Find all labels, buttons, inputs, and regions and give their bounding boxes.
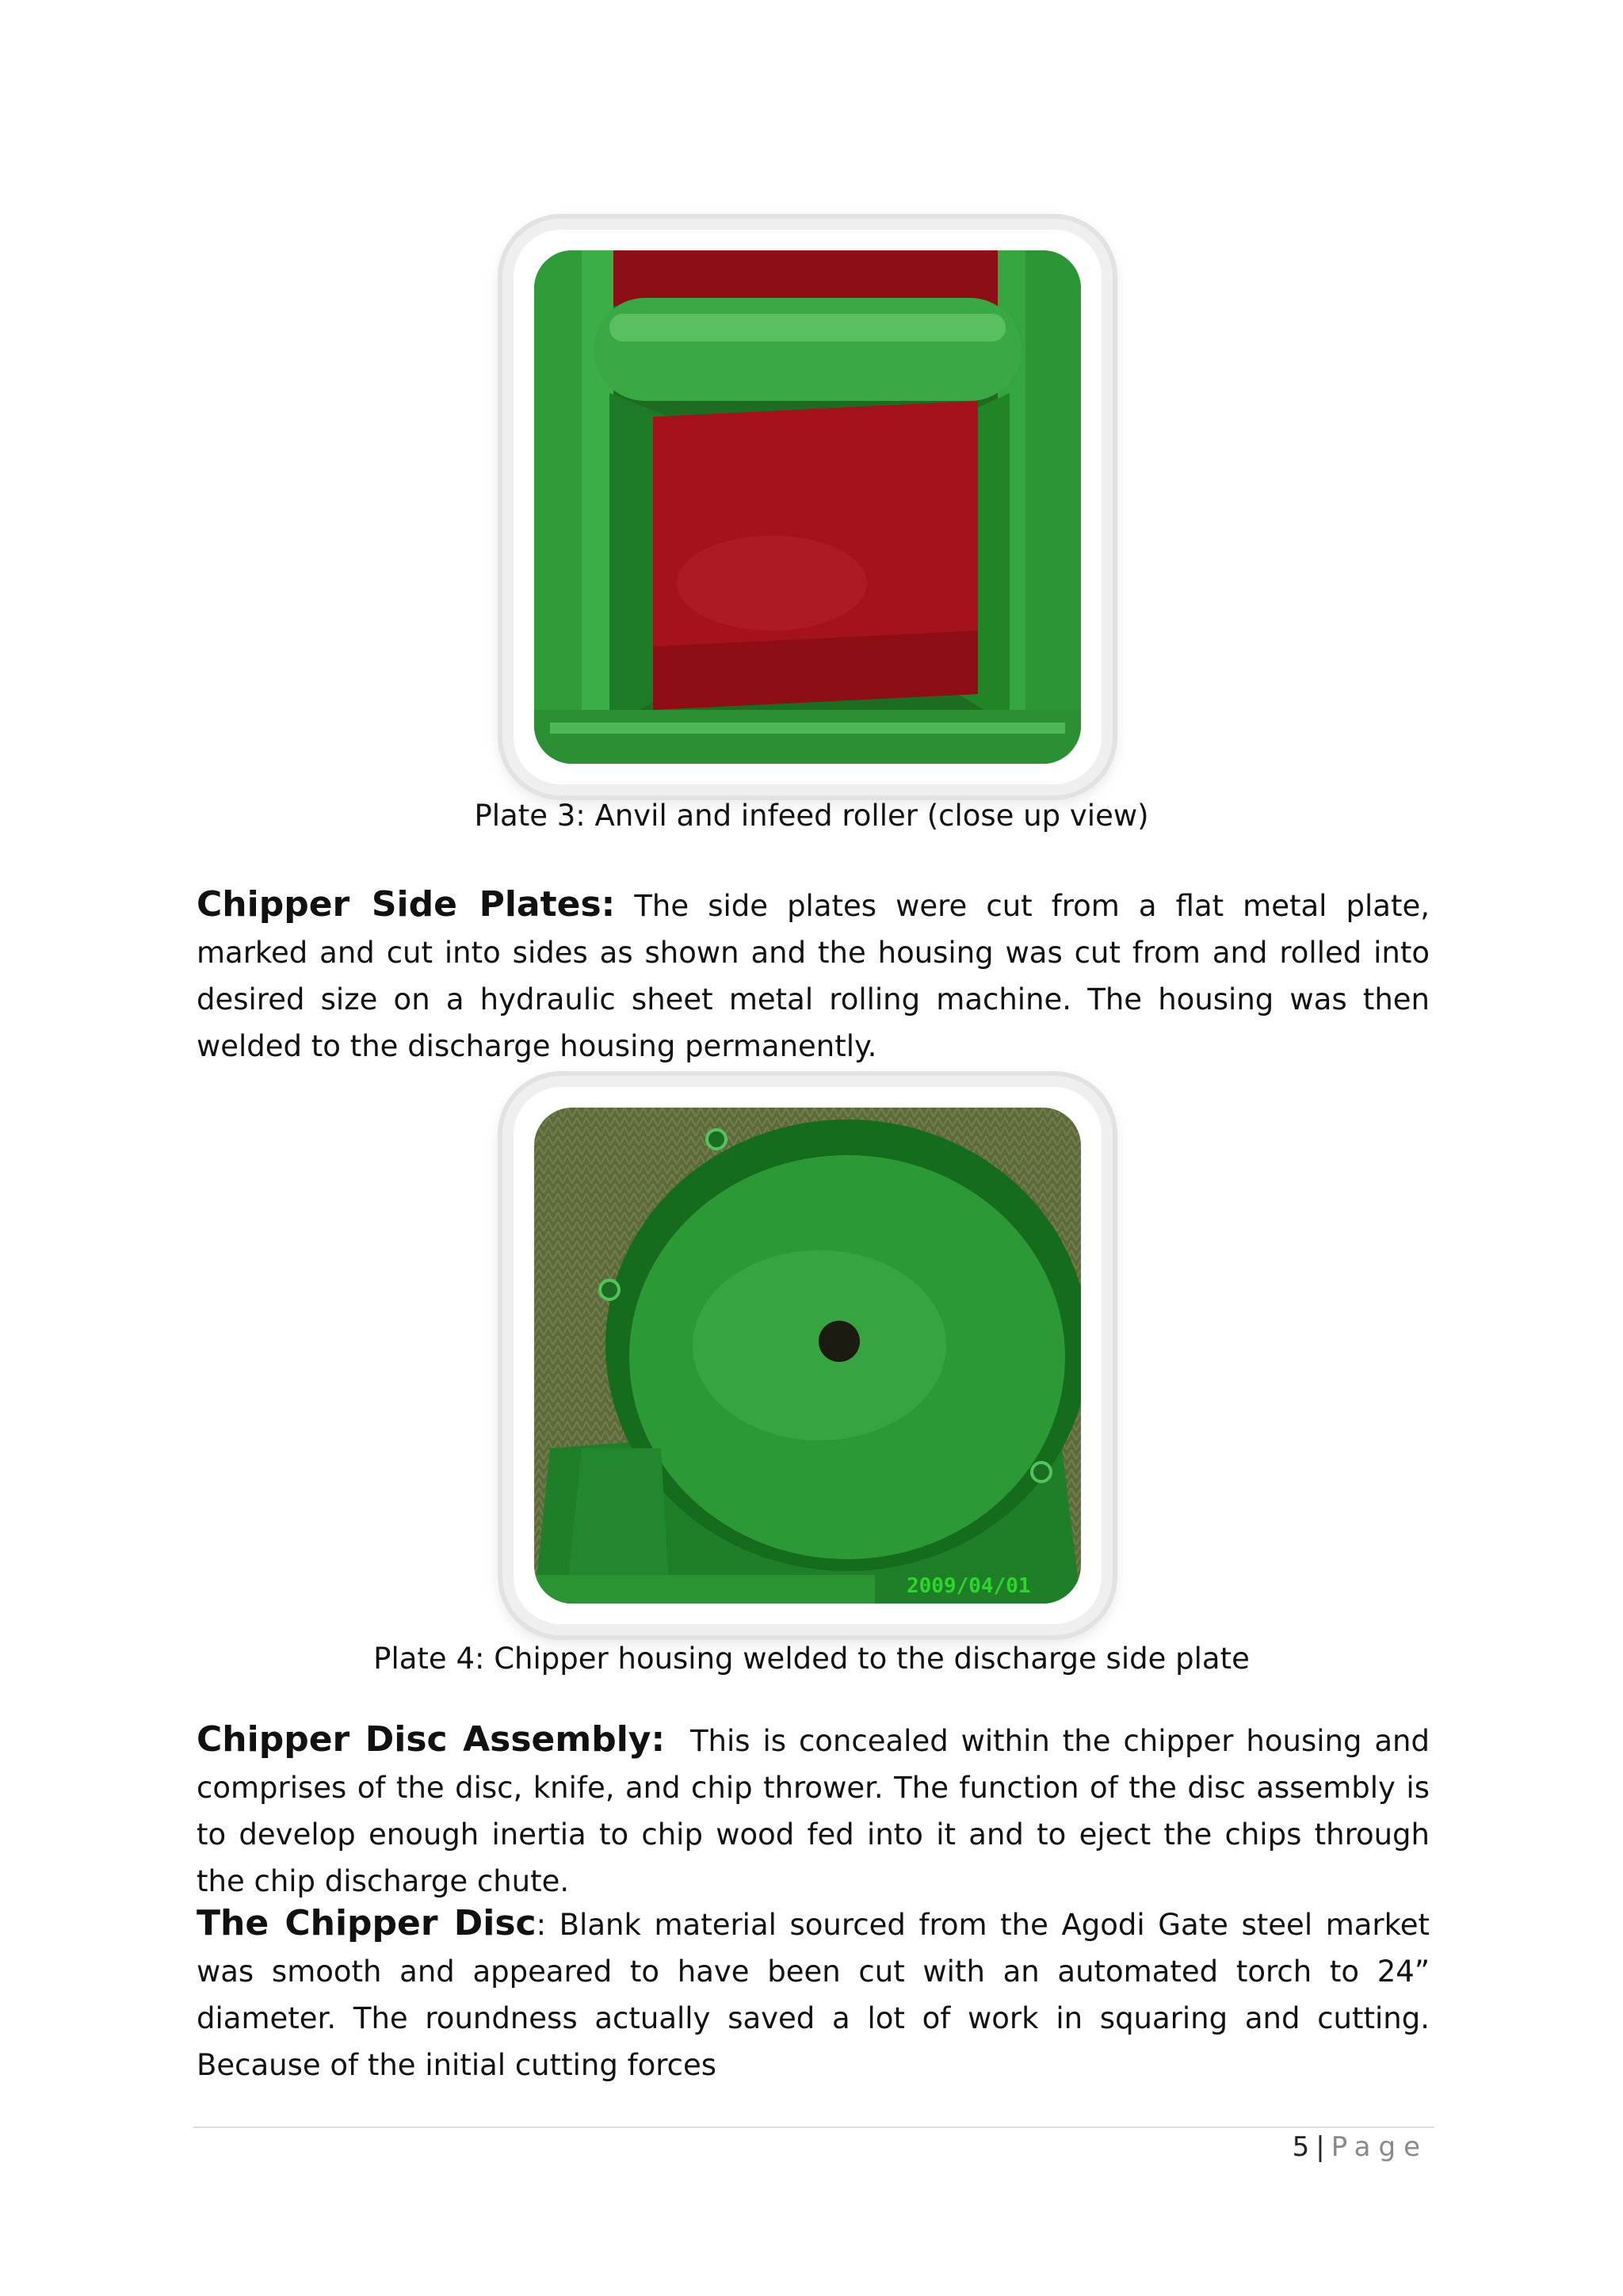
plate-4-caption: Plate 4: Chipper housing welded to the discharge side plate: [373, 1642, 1250, 1676]
page-label: Page: [1331, 2131, 1428, 2163]
plate-3-photo-frame: [514, 230, 1102, 784]
chipper-disc-assembly-paragraph: [197, 1716, 1430, 1905]
chipper-side-plates-text: The side plates were cut from a flat metal plate, marked and cut into sides as shown and the housing was cut from and rolled into desired size on a hydraulic sheet metal rolling machine. The housing was then welded to the discharge housing permanently.: [197, 889, 1430, 1063]
chipper-side-plates-paragraph: [197, 881, 1430, 1070]
plate-4-photo-frame: [514, 1087, 1102, 1624]
footer-divider: [193, 2126, 1434, 2128]
page-number: 5: [1292, 2131, 1310, 2163]
plate-3-caption: Plate 3: Anvil and infeed roller (close up view): [474, 799, 1149, 833]
chipper-disc-paragraph: [197, 1900, 1430, 2088]
chipper-disc-text: : Blank material sourced from the Agodi Gate steel market was smooth and appeared to have been cut with an automated torch to 24” diameter. The roundness actually saved a lot of work in squaring and cutting. Because of the initial cutting forces: [197, 1908, 1430, 2082]
chipper-housing-photo: [534, 1108, 1081, 1604]
chipper-side-plates-heading: Chipper Side Plates:: [197, 884, 616, 925]
chipper-disc-assembly-heading: Chipper Disc Assembly:: [197, 1719, 666, 1760]
page-footer: [1293, 2131, 1428, 2163]
footer-separator: |: [1316, 2131, 1325, 2163]
chipper-disc-assembly-text: This is concealed within the chipper housing and comprises of the disc, knife, and chip thrower. The function of the disc assembly is to develop enough inertia to chip wood fed into it and to eject the chips through the chip discharge chute.: [197, 1724, 1430, 1898]
chipper-disc-heading: The Chipper Disc: [197, 1903, 537, 1943]
camera-date-stamp: 2009/04/01: [907, 1574, 1031, 1598]
anvil-infeed-roller-photo: [534, 250, 1081, 764]
